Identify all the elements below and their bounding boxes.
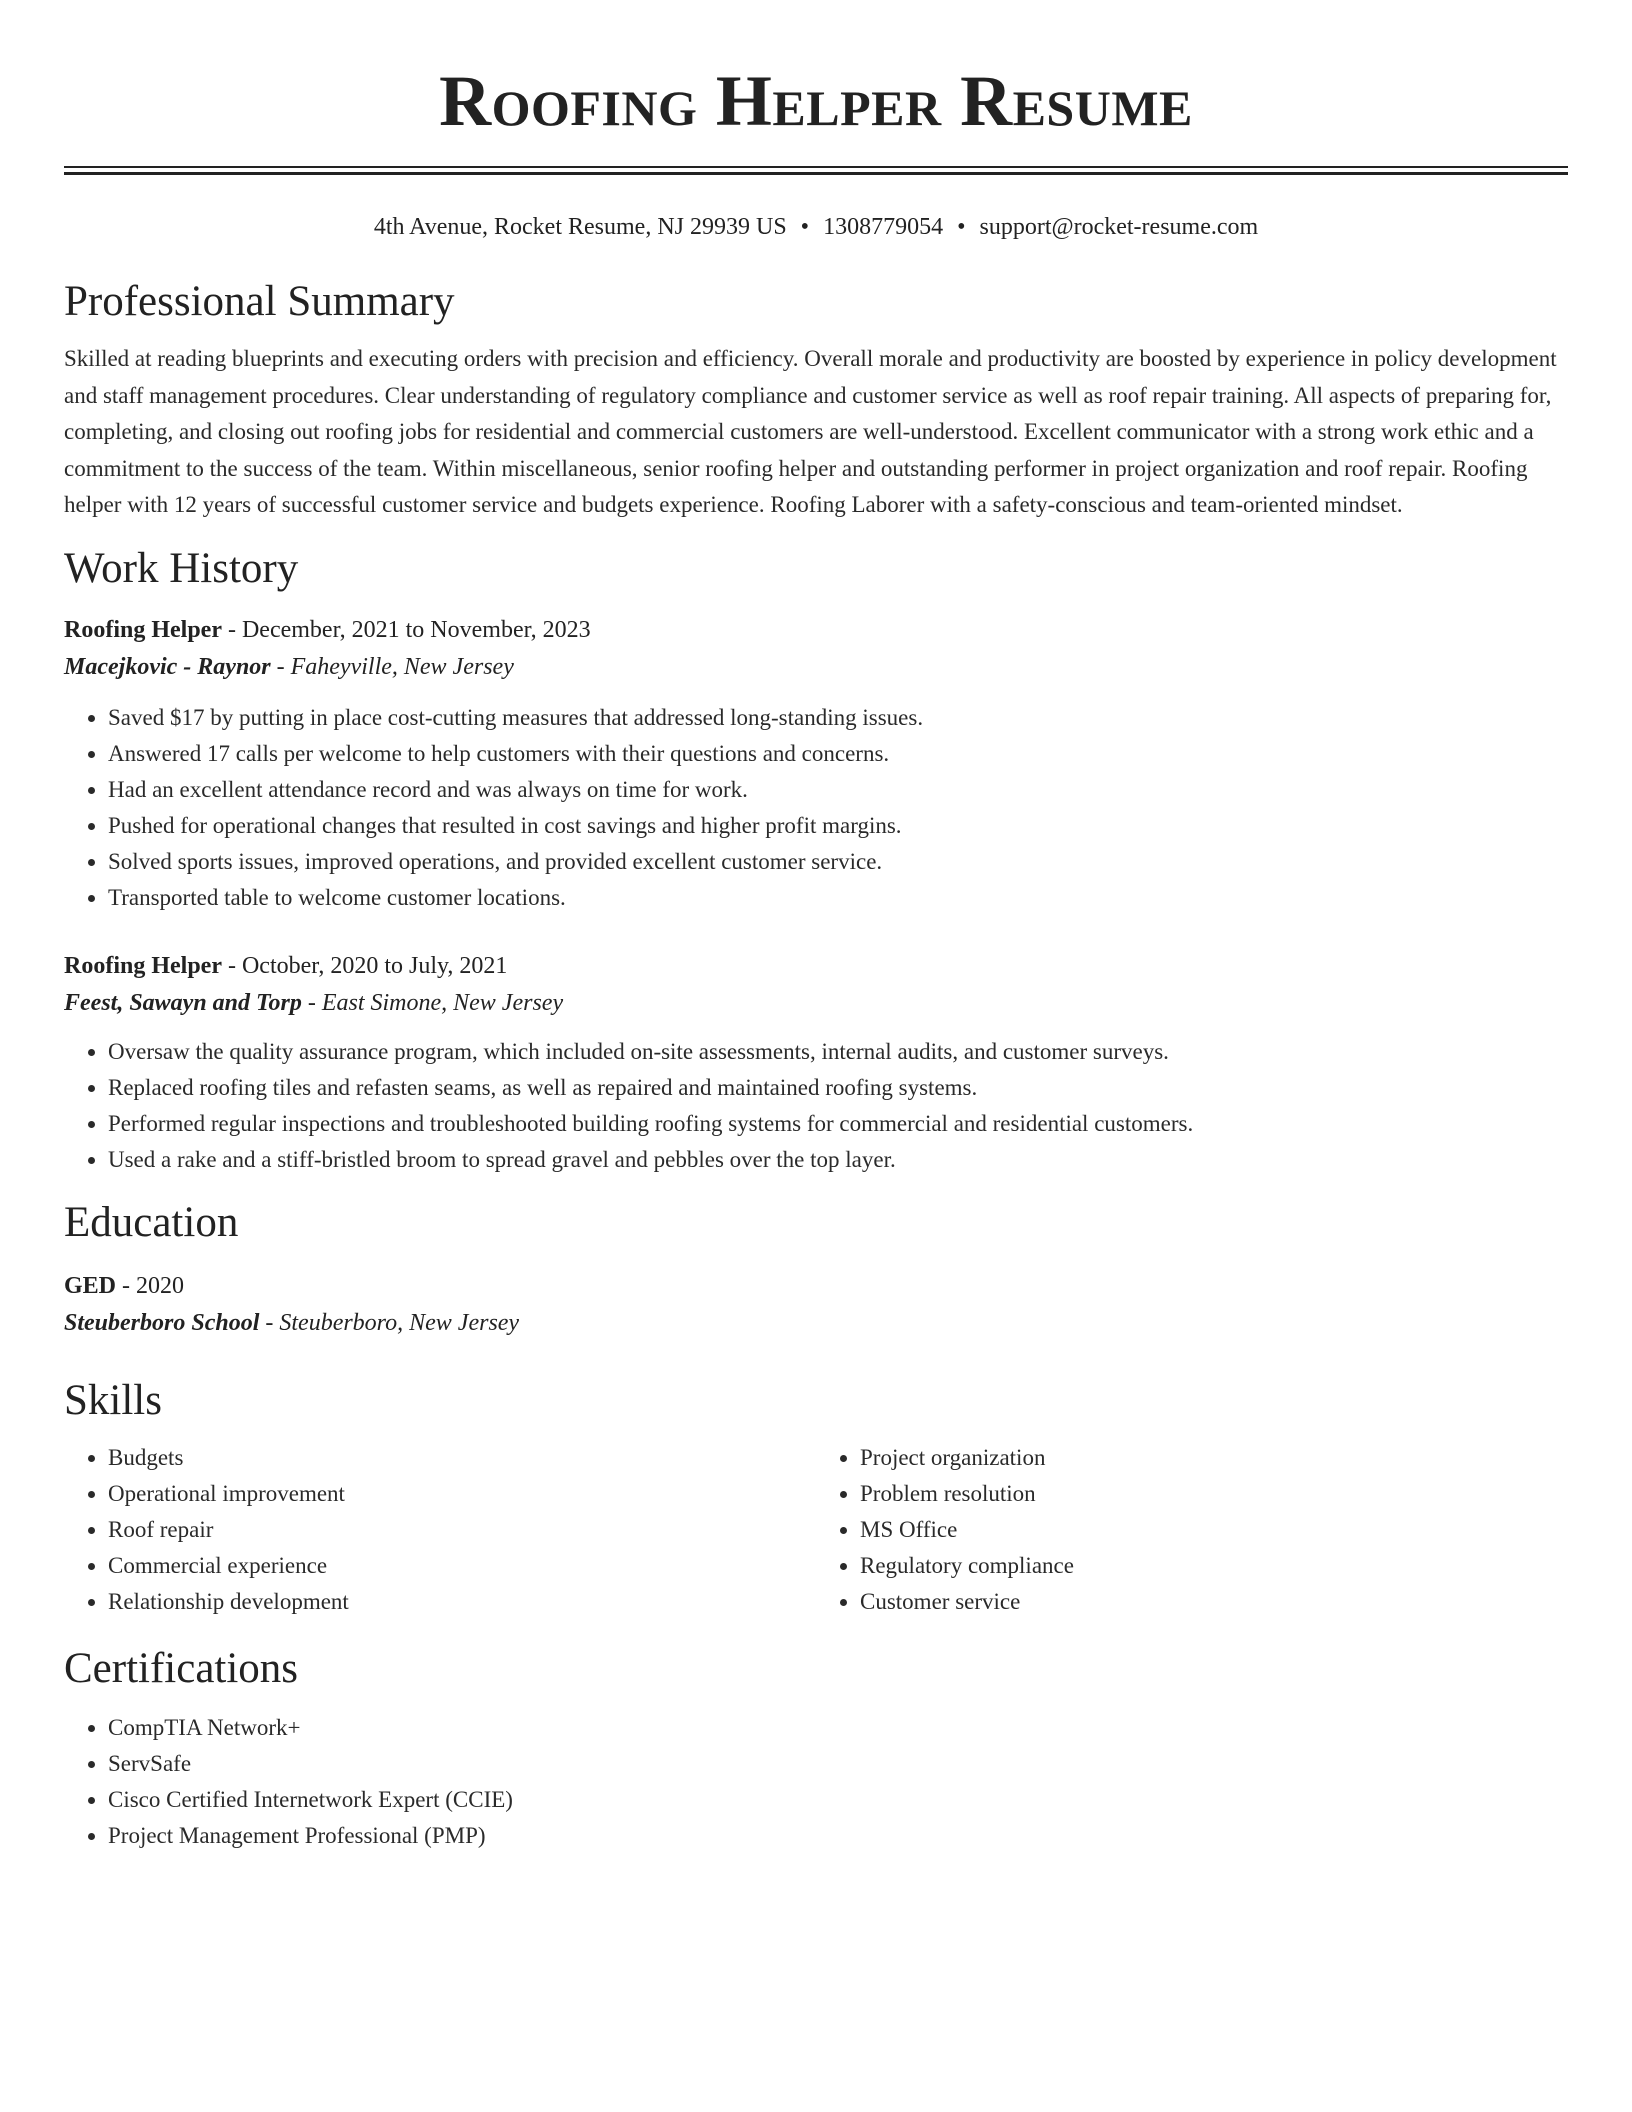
- title-divider: [64, 166, 1568, 175]
- list-item: • Answered 17 calls per welcome to help customers with their questions and concerns.: [108, 736, 1568, 772]
- job-dates: - October, 2020 to July, 2021: [221, 952, 508, 979]
- resume-title: Roofing Helper Resume: [439, 61, 1193, 141]
- contact-address: 4th Avenue, Rocket Resume, NJ 29939 US: [373, 214, 787, 240]
- contact-line: [64, 211, 1568, 243]
- job-entry: [64, 948, 1568, 1178]
- job-location: - Faheyville, New Jersey: [270, 653, 514, 680]
- education-school-line: [64, 1304, 1568, 1342]
- list-item: • Commercial experience: [108, 1548, 816, 1584]
- list-item: • Budgets: [108, 1440, 816, 1476]
- list-item: • Project Management Professional (PMP): [108, 1818, 1568, 1854]
- list-item: • Pushed for operational changes that resulted in cost savings and higher profit margins.: [108, 808, 1568, 844]
- job-dates: - December, 2021 to November, 2023: [221, 616, 591, 643]
- list-item: • Saved $17 by putting in place cost-cutting measures that addressed long-standing issues.: [108, 700, 1568, 736]
- job-entry: [64, 612, 1568, 916]
- job-title-line: [64, 948, 1568, 984]
- list-item: • Had an excellent attendance record and was always on time for work.: [108, 772, 1568, 808]
- summary-text: Skilled at reading blueprints and executing orders with precision and efficiency. Overall morale and productivity are boosted by experience in policy development and staff management procedures. Clear understanding of regulatory compliance and customer service as well as roof repair training. All aspects of preparing for, completing, and closing out roofing jobs for residential and commercial customers are well-understood. Excellent communicator with a strong work ethic and a commitment to the success of the team. Within miscellaneous, senior roofing helper and outstanding performer in project organization and roof repair. Roofing helper with 12 years of successful customer service and budgets experience. Roofing Laborer with a safety-conscious and team-oriented mindset.: [64, 346, 1557, 517]
- job-title: Roofing Helper: [64, 616, 222, 643]
- list-item: • Problem resolution: [860, 1476, 1568, 1512]
- list-item: • ServSafe: [108, 1746, 1568, 1782]
- contact-separator: •: [957, 214, 966, 240]
- job-bullets: [64, 1034, 1568, 1178]
- contact-phone: 1308779054: [823, 214, 944, 240]
- certifications-heading: Certifications: [64, 1644, 299, 1692]
- job-company: Macejkovic - Raynor: [64, 653, 271, 680]
- education-degree-line: [64, 1268, 1568, 1304]
- education-degree: GED: [64, 1272, 117, 1299]
- list-item: • CompTIA Network+: [108, 1710, 1568, 1746]
- contact-separator: •: [800, 214, 810, 240]
- education-school: Steuberboro School: [64, 1309, 260, 1336]
- job-company-line: [64, 984, 1568, 1022]
- skills-right-column: [816, 1440, 1568, 1620]
- list-item: • Regulatory compliance: [860, 1548, 1568, 1584]
- list-item: • Relationship development: [108, 1584, 816, 1620]
- education-location: - Steuberboro, New Jersey: [259, 1309, 520, 1336]
- list-item: • Replaced roofing tiles and refasten seams, as well as repaired and maintained roofing systems.: [108, 1070, 1568, 1106]
- certifications-list: [64, 1710, 1568, 1854]
- summary-heading: Professional Summary: [64, 278, 455, 325]
- education-year: - 2020: [116, 1272, 185, 1299]
- list-item: • MS Office: [860, 1512, 1568, 1548]
- job-title-line: [64, 612, 1568, 648]
- job-company-line: [64, 648, 1568, 686]
- list-item: • Used a rake and a stiff-bristled broom to spread gravel and pebbles over the top layer.: [108, 1142, 1568, 1178]
- list-item: • Solved sports issues, improved operations, and provided excellent customer service.: [108, 844, 1568, 880]
- list-item: • Roof repair: [108, 1512, 816, 1548]
- job-location: - East Simone, New Jersey: [301, 989, 564, 1016]
- job-bullets: [64, 700, 1568, 916]
- list-item: • Cisco Certified Internetwork Expert (CCIE): [108, 1782, 1568, 1818]
- job-title: Roofing Helper: [64, 952, 222, 979]
- skills-columns: [64, 1440, 1568, 1620]
- list-item: • Project organization: [860, 1440, 1568, 1476]
- list-item: • Performed regular inspections and troubleshooted building roofing systems for commercial and residential customers.: [108, 1106, 1568, 1142]
- job-company: Feest, Sawayn and Torp: [64, 989, 302, 1016]
- list-item: • Transported table to welcome customer locations.: [108, 880, 1568, 916]
- work-history-heading: Work History: [64, 544, 299, 592]
- education-heading: Education: [64, 1198, 239, 1246]
- contact-email: support@rocket-resume.com: [979, 214, 1259, 240]
- skills-heading: Skills: [64, 1376, 162, 1424]
- list-item: • Oversaw the quality assurance program, which included on-site assessments, internal audits, and customer surveys.: [108, 1034, 1568, 1070]
- list-item: • Customer service: [860, 1584, 1568, 1620]
- skills-left-column: [64, 1440, 816, 1620]
- list-item: • Operational improvement: [108, 1476, 816, 1512]
